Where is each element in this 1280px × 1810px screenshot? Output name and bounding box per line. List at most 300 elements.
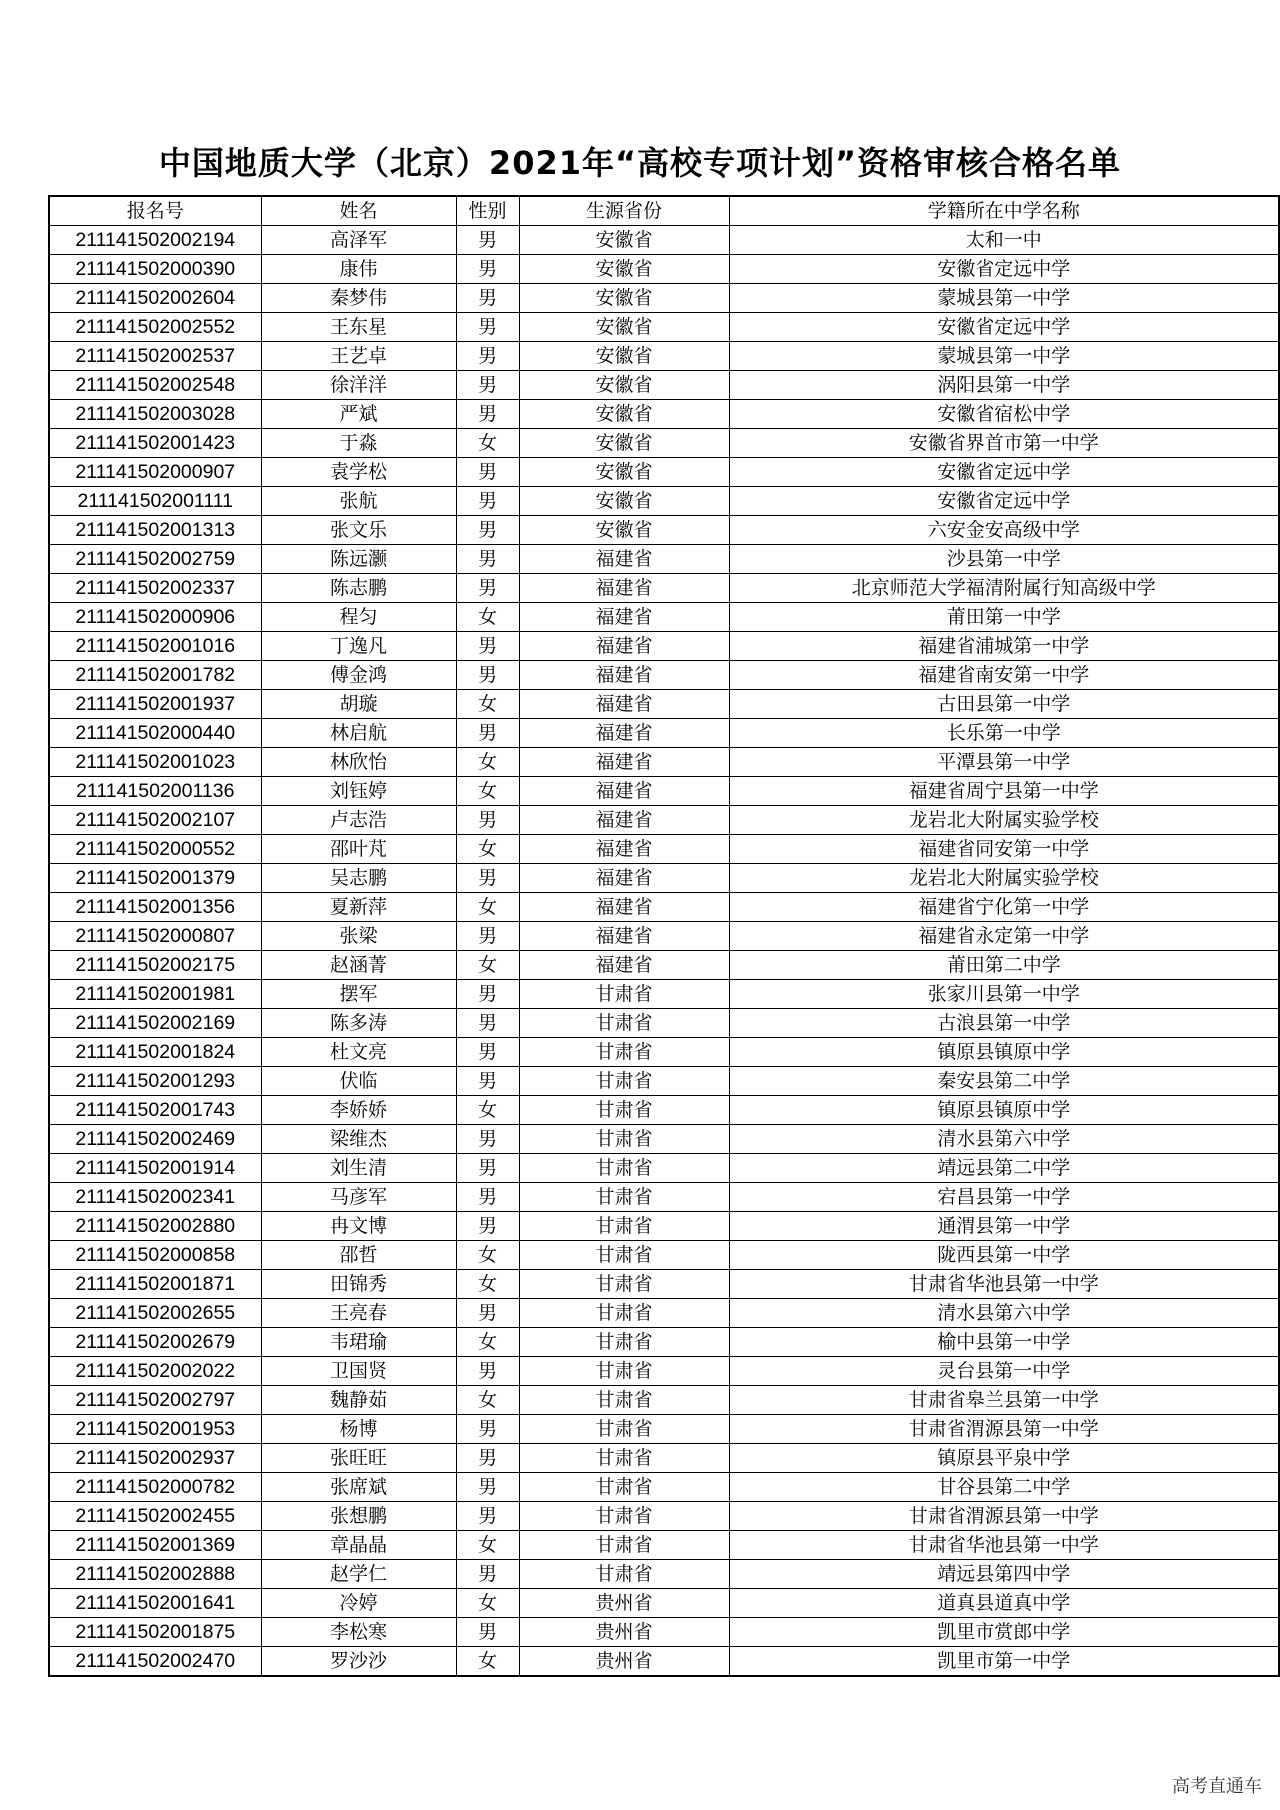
table-row: [49, 1328, 1279, 1357]
province-cell: 安徽省: [519, 342, 729, 371]
school-cell: 凯里市赏郎中学: [729, 1618, 1279, 1647]
school-cell: 福建省永定第一中学: [729, 922, 1279, 951]
school-cell: 太和一中: [729, 226, 1279, 255]
school-cell: 甘肃省渭源县第一中学: [729, 1502, 1279, 1531]
school-cell: 镇原县平泉中学: [729, 1444, 1279, 1473]
table-row: [49, 255, 1279, 284]
table-row: [49, 1618, 1279, 1647]
province-cell: 安徽省: [519, 429, 729, 458]
school-cell: 安徽省宿松中学: [729, 400, 1279, 429]
table-row: [49, 1299, 1279, 1328]
registration-number-cell: 211141502002107: [49, 806, 261, 835]
school-cell: 甘肃省华池县第一中学: [729, 1270, 1279, 1299]
name-cell: 魏静茹: [261, 1386, 456, 1415]
registration-number-cell: 211141502000858: [49, 1241, 261, 1270]
gender-cell: 女: [456, 603, 519, 632]
table-row: [49, 487, 1279, 516]
province-cell: 甘肃省: [519, 1444, 729, 1473]
registration-number-cell: 211141502002880: [49, 1212, 261, 1241]
registration-number-cell: 211141502001111: [49, 487, 261, 516]
name-cell: 梁维杰: [261, 1125, 456, 1154]
province-cell: 福建省: [519, 603, 729, 632]
table-row: [49, 632, 1279, 661]
registration-number-cell: 211141502002537: [49, 342, 261, 371]
province-cell: 甘肃省: [519, 1531, 729, 1560]
province-cell: 福建省: [519, 661, 729, 690]
table-row: [49, 458, 1279, 487]
registration-number-cell: 211141502002469: [49, 1125, 261, 1154]
table-row: [49, 1125, 1279, 1154]
name-cell: 摆军: [261, 980, 456, 1009]
school-cell: 甘肃省华池县第一中学: [729, 1531, 1279, 1560]
name-cell: 徐洋洋: [261, 371, 456, 400]
registration-number-cell: 211141502000807: [49, 922, 261, 951]
province-cell: 甘肃省: [519, 1328, 729, 1357]
table-row: [49, 922, 1279, 951]
name-cell: 刘钰婷: [261, 777, 456, 806]
registration-number-cell: 211141502000440: [49, 719, 261, 748]
school-cell: 安徽省定远中学: [729, 313, 1279, 342]
registration-number-cell: 211141502002797: [49, 1386, 261, 1415]
registration-number-cell: 211141502001136: [49, 777, 261, 806]
school-cell: 莆田第一中学: [729, 603, 1279, 632]
name-cell: 韦珺瑜: [261, 1328, 456, 1357]
registration-number-cell: 211141502001313: [49, 516, 261, 545]
registration-number-cell: 211141502002175: [49, 951, 261, 980]
watermark-text: 高考直通车: [1172, 1776, 1262, 1797]
column-header: 姓名: [261, 196, 456, 226]
gender-cell: 男: [456, 661, 519, 690]
name-cell: 秦梦伟: [261, 284, 456, 313]
gender-cell: 男: [456, 574, 519, 603]
table-row: [49, 400, 1279, 429]
province-cell: 甘肃省: [519, 1154, 729, 1183]
table-row: [49, 1473, 1279, 1502]
registration-number-cell: 211141502002552: [49, 313, 261, 342]
table-row: [49, 777, 1279, 806]
registration-number-cell: 211141502001743: [49, 1096, 261, 1125]
school-cell: 凯里市第一中学: [729, 1647, 1279, 1677]
gender-cell: 男: [456, 1444, 519, 1473]
province-cell: 福建省: [519, 777, 729, 806]
province-cell: 福建省: [519, 632, 729, 661]
gender-cell: 男: [456, 1502, 519, 1531]
name-cell: 张梁: [261, 922, 456, 951]
school-cell: 甘肃省皋兰县第一中学: [729, 1386, 1279, 1415]
registration-number-cell: 211141502002655: [49, 1299, 261, 1328]
province-cell: 安徽省: [519, 516, 729, 545]
gender-cell: 男: [456, 1560, 519, 1589]
registration-number-cell: 211141502002888: [49, 1560, 261, 1589]
province-cell: 甘肃省: [519, 980, 729, 1009]
gender-cell: 女: [456, 1270, 519, 1299]
province-cell: 安徽省: [519, 313, 729, 342]
gender-cell: 男: [456, 1125, 519, 1154]
name-cell: 林启航: [261, 719, 456, 748]
name-cell: 伏临: [261, 1067, 456, 1096]
registration-number-cell: 211141502003028: [49, 400, 261, 429]
gender-cell: 女: [456, 690, 519, 719]
province-cell: 安徽省: [519, 226, 729, 255]
registration-number-cell: 211141502002679: [49, 1328, 261, 1357]
registration-number-cell: 211141502001782: [49, 661, 261, 690]
registration-number-cell: 211141502001369: [49, 1531, 261, 1560]
province-cell: 福建省: [519, 835, 729, 864]
table-row: [49, 516, 1279, 545]
registration-number-cell: 211141502002937: [49, 1444, 261, 1473]
table-row: [49, 864, 1279, 893]
school-cell: 莆田第二中学: [729, 951, 1279, 980]
table-row: [49, 1067, 1279, 1096]
name-cell: 陈多涛: [261, 1009, 456, 1038]
table-header-row: [49, 196, 1279, 226]
gender-cell: 女: [456, 1589, 519, 1618]
name-cell: 杜文亮: [261, 1038, 456, 1067]
school-cell: 镇原县镇原中学: [729, 1096, 1279, 1125]
table-row: [49, 1183, 1279, 1212]
gender-cell: 女: [456, 1386, 519, 1415]
table-row: [49, 719, 1279, 748]
school-cell: 蒙城县第一中学: [729, 284, 1279, 313]
gender-cell: 男: [456, 632, 519, 661]
gender-cell: 男: [456, 400, 519, 429]
name-cell: 赵涵菁: [261, 951, 456, 980]
province-cell: 福建省: [519, 922, 729, 951]
registration-number-cell: 211141502001423: [49, 429, 261, 458]
registration-number-cell: 211141502001871: [49, 1270, 261, 1299]
table-row: [49, 951, 1279, 980]
province-cell: 安徽省: [519, 400, 729, 429]
registration-number-cell: 211141502000390: [49, 255, 261, 284]
gender-cell: 男: [456, 806, 519, 835]
gender-cell: 男: [456, 864, 519, 893]
province-cell: 甘肃省: [519, 1009, 729, 1038]
gender-cell: 男: [456, 516, 519, 545]
school-cell: 甘肃省渭源县第一中学: [729, 1415, 1279, 1444]
name-cell: 李娇娇: [261, 1096, 456, 1125]
province-cell: 甘肃省: [519, 1560, 729, 1589]
table-row: [49, 1589, 1279, 1618]
gender-cell: 女: [456, 429, 519, 458]
school-cell: 靖远县第二中学: [729, 1154, 1279, 1183]
table-row: [49, 1502, 1279, 1531]
province-cell: 安徽省: [519, 284, 729, 313]
school-cell: 龙岩北大附属实验学校: [729, 806, 1279, 835]
gender-cell: 男: [456, 342, 519, 371]
gender-cell: 女: [456, 835, 519, 864]
province-cell: 甘肃省: [519, 1241, 729, 1270]
name-cell: 王东星: [261, 313, 456, 342]
table-row: [49, 1212, 1279, 1241]
gender-cell: 男: [456, 922, 519, 951]
registration-number-cell: 211141502002604: [49, 284, 261, 313]
gender-cell: 男: [456, 1299, 519, 1328]
name-cell: 刘生清: [261, 1154, 456, 1183]
school-cell: 甘谷县第二中学: [729, 1473, 1279, 1502]
school-cell: 清水县第六中学: [729, 1125, 1279, 1154]
column-header: 报名号: [49, 196, 261, 226]
table-row: [49, 1531, 1279, 1560]
name-cell: 吴志鹏: [261, 864, 456, 893]
province-cell: 福建省: [519, 864, 729, 893]
province-cell: 安徽省: [519, 371, 729, 400]
gender-cell: 男: [456, 1618, 519, 1647]
name-cell: 田锦秀: [261, 1270, 456, 1299]
registration-number-cell: 211141502002548: [49, 371, 261, 400]
table-body: [49, 226, 1279, 1677]
province-cell: 福建省: [519, 806, 729, 835]
school-cell: 榆中县第一中学: [729, 1328, 1279, 1357]
name-cell: 傅金鸿: [261, 661, 456, 690]
name-cell: 康伟: [261, 255, 456, 284]
school-cell: 福建省宁化第一中学: [729, 893, 1279, 922]
school-cell: 秦安县第二中学: [729, 1067, 1279, 1096]
gender-cell: 女: [456, 893, 519, 922]
school-cell: 长乐第一中学: [729, 719, 1279, 748]
table-row: [49, 1415, 1279, 1444]
province-cell: 甘肃省: [519, 1096, 729, 1125]
province-cell: 贵州省: [519, 1618, 729, 1647]
province-cell: 甘肃省: [519, 1415, 729, 1444]
name-cell: 张文乐: [261, 516, 456, 545]
name-cell: 卢志浩: [261, 806, 456, 835]
gender-cell: 男: [456, 255, 519, 284]
table-row: [49, 574, 1279, 603]
name-cell: 张旺旺: [261, 1444, 456, 1473]
gender-cell: 女: [456, 1096, 519, 1125]
registration-number-cell: 211141502002337: [49, 574, 261, 603]
table-row: [49, 342, 1279, 371]
name-cell: 高泽军: [261, 226, 456, 255]
registration-number-cell: 211141502001293: [49, 1067, 261, 1096]
registration-number-cell: 211141502000907: [49, 458, 261, 487]
province-cell: 甘肃省: [519, 1125, 729, 1154]
school-cell: 福建省周宁县第一中学: [729, 777, 1279, 806]
registration-number-cell: 211141502000906: [49, 603, 261, 632]
name-cell: 严斌: [261, 400, 456, 429]
table-row: [49, 1444, 1279, 1473]
table-row: [49, 1647, 1279, 1677]
province-cell: 甘肃省: [519, 1183, 729, 1212]
registration-number-cell: 211141502001356: [49, 893, 261, 922]
gender-cell: 女: [456, 1241, 519, 1270]
province-cell: 甘肃省: [519, 1270, 729, 1299]
gender-cell: 女: [456, 1531, 519, 1560]
table-row: [49, 226, 1279, 255]
registration-number-cell: 211141502001981: [49, 980, 261, 1009]
province-cell: 甘肃省: [519, 1038, 729, 1067]
school-cell: 古田县第一中学: [729, 690, 1279, 719]
gender-cell: 男: [456, 1212, 519, 1241]
registration-number-cell: 211141502001379: [49, 864, 261, 893]
name-cell: 张席斌: [261, 1473, 456, 1502]
school-cell: 安徽省定远中学: [729, 487, 1279, 516]
registration-number-cell: 211141502000782: [49, 1473, 261, 1502]
table-row: [49, 1096, 1279, 1125]
gender-cell: 女: [456, 1647, 519, 1677]
province-cell: 甘肃省: [519, 1386, 729, 1415]
school-cell: 六安金安高级中学: [729, 516, 1279, 545]
name-cell: 马彦军: [261, 1183, 456, 1212]
gender-cell: 男: [456, 1009, 519, 1038]
province-cell: 福建省: [519, 951, 729, 980]
name-cell: 卫国贤: [261, 1357, 456, 1386]
table-row: [49, 603, 1279, 632]
registration-number-cell: 211141502000552: [49, 835, 261, 864]
registration-number-cell: 211141502001953: [49, 1415, 261, 1444]
school-cell: 安徽省定远中学: [729, 255, 1279, 284]
name-cell: 袁学松: [261, 458, 456, 487]
table-row: [49, 690, 1279, 719]
school-cell: 涡阳县第一中学: [729, 371, 1279, 400]
table-row: [49, 1386, 1279, 1415]
table-row: [49, 1270, 1279, 1299]
name-cell: 冉文博: [261, 1212, 456, 1241]
province-cell: 甘肃省: [519, 1502, 729, 1531]
name-cell: 陈远灏: [261, 545, 456, 574]
gender-cell: 男: [456, 313, 519, 342]
province-cell: 福建省: [519, 719, 729, 748]
school-cell: 平潭县第一中学: [729, 748, 1279, 777]
province-cell: 安徽省: [519, 487, 729, 516]
table-row: [49, 545, 1279, 574]
gender-cell: 女: [456, 777, 519, 806]
registration-number-cell: 211141502002455: [49, 1502, 261, 1531]
table-row: [49, 429, 1279, 458]
school-cell: 镇原县镇原中学: [729, 1038, 1279, 1067]
registration-number-cell: 211141502002470: [49, 1647, 261, 1677]
table-row: [49, 371, 1279, 400]
table-row: [49, 806, 1279, 835]
table-row: [49, 1241, 1279, 1270]
school-cell: 古浪县第一中学: [729, 1009, 1279, 1038]
school-cell: 福建省浦城第一中学: [729, 632, 1279, 661]
table-row: [49, 835, 1279, 864]
table-row: [49, 313, 1279, 342]
province-cell: 甘肃省: [519, 1357, 729, 1386]
name-cell: 章晶晶: [261, 1531, 456, 1560]
name-cell: 程匀: [261, 603, 456, 632]
table-row: [49, 748, 1279, 777]
gender-cell: 男: [456, 1473, 519, 1502]
table-row: [49, 1357, 1279, 1386]
school-cell: 靖远县第四中学: [729, 1560, 1279, 1589]
gender-cell: 男: [456, 458, 519, 487]
name-cell: 王亮春: [261, 1299, 456, 1328]
name-cell: 林欣怡: [261, 748, 456, 777]
registration-number-cell: 211141502001937: [49, 690, 261, 719]
gender-cell: 男: [456, 284, 519, 313]
province-cell: 甘肃省: [519, 1473, 729, 1502]
registration-number-cell: 211141502001641: [49, 1589, 261, 1618]
name-cell: 邵哲: [261, 1241, 456, 1270]
gender-cell: 男: [456, 226, 519, 255]
table-row: [49, 893, 1279, 922]
gender-cell: 男: [456, 1067, 519, 1096]
gender-cell: 女: [456, 951, 519, 980]
school-cell: 张家川县第一中学: [729, 980, 1279, 1009]
gender-cell: 男: [456, 1038, 519, 1067]
school-cell: 福建省同安第一中学: [729, 835, 1279, 864]
table-row: [49, 661, 1279, 690]
province-cell: 福建省: [519, 574, 729, 603]
school-cell: 灵台县第一中学: [729, 1357, 1279, 1386]
registration-number-cell: 211141502002341: [49, 1183, 261, 1212]
gender-cell: 女: [456, 1328, 519, 1357]
province-cell: 福建省: [519, 748, 729, 777]
school-cell: 安徽省界首市第一中学: [729, 429, 1279, 458]
gender-cell: 男: [456, 1154, 519, 1183]
province-cell: 福建省: [519, 690, 729, 719]
school-cell: 北京师范大学福清附属行知高级中学: [729, 574, 1279, 603]
province-cell: 贵州省: [519, 1647, 729, 1677]
province-cell: 贵州省: [519, 1589, 729, 1618]
table-row: [49, 1009, 1279, 1038]
name-cell: 赵学仁: [261, 1560, 456, 1589]
name-cell: 李松寒: [261, 1618, 456, 1647]
table-row: [49, 284, 1279, 313]
province-cell: 甘肃省: [519, 1299, 729, 1328]
registration-number-cell: 211141502001875: [49, 1618, 261, 1647]
table-row: [49, 1154, 1279, 1183]
name-cell: 王艺卓: [261, 342, 456, 371]
registration-number-cell: 211141502001016: [49, 632, 261, 661]
gender-cell: 男: [456, 1357, 519, 1386]
registration-number-cell: 211141502001023: [49, 748, 261, 777]
gender-cell: 男: [456, 371, 519, 400]
province-cell: 安徽省: [519, 255, 729, 284]
gender-cell: 男: [456, 719, 519, 748]
school-cell: 陇西县第一中学: [729, 1241, 1279, 1270]
gender-cell: 男: [456, 487, 519, 516]
school-cell: 清水县第六中学: [729, 1299, 1279, 1328]
table-row: [49, 1560, 1279, 1589]
school-cell: 蒙城县第一中学: [729, 342, 1279, 371]
name-cell: 于淼: [261, 429, 456, 458]
gender-cell: 男: [456, 980, 519, 1009]
name-cell: 陈志鹏: [261, 574, 456, 603]
column-header: 生源省份: [519, 196, 729, 226]
name-cell: 张航: [261, 487, 456, 516]
school-cell: 龙岩北大附属实验学校: [729, 864, 1279, 893]
province-cell: 安徽省: [519, 458, 729, 487]
name-cell: 罗沙沙: [261, 1647, 456, 1677]
registration-number-cell: 211141502002759: [49, 545, 261, 574]
name-cell: 张想鹏: [261, 1502, 456, 1531]
school-cell: 通渭县第一中学: [729, 1212, 1279, 1241]
name-cell: 夏新萍: [261, 893, 456, 922]
gender-cell: 女: [456, 748, 519, 777]
registration-number-cell: 211141502002022: [49, 1357, 261, 1386]
school-cell: 宕昌县第一中学: [729, 1183, 1279, 1212]
gender-cell: 男: [456, 1415, 519, 1444]
registration-number-cell: 211141502002194: [49, 226, 261, 255]
province-cell: 福建省: [519, 893, 729, 922]
table-row: [49, 1038, 1279, 1067]
province-cell: 甘肃省: [519, 1212, 729, 1241]
name-cell: 邵叶芃: [261, 835, 456, 864]
table-row: [49, 980, 1279, 1009]
gender-cell: 男: [456, 545, 519, 574]
school-cell: 沙县第一中学: [729, 545, 1279, 574]
name-cell: 杨博: [261, 1415, 456, 1444]
school-cell: 安徽省定远中学: [729, 458, 1279, 487]
registration-number-cell: 211141502001914: [49, 1154, 261, 1183]
province-cell: 福建省: [519, 545, 729, 574]
school-cell: 福建省南安第一中学: [729, 661, 1279, 690]
name-cell: 胡璇: [261, 690, 456, 719]
name-cell: 冷婷: [261, 1589, 456, 1618]
